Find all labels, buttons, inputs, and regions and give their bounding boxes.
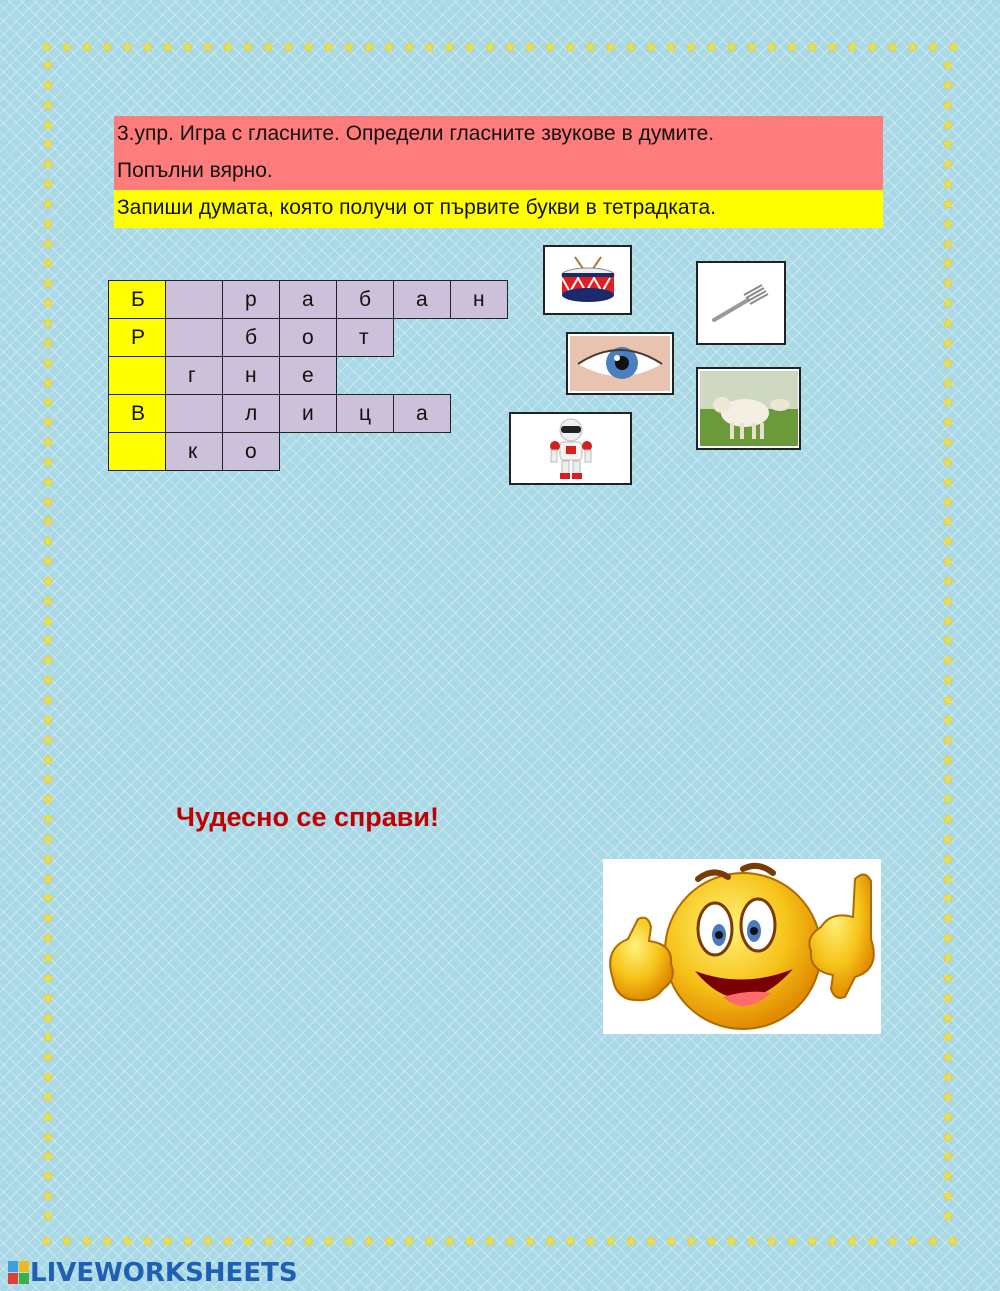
crossword-cell: е [280, 357, 337, 395]
crossword-cell: а [394, 395, 451, 433]
eye-icon [570, 336, 670, 391]
crossword-cell: и [280, 395, 337, 433]
star-border-top: ★ ★ ★ ★ ★ ★ ★ ★ ★ ★ ★ ★ ★ ★ ★ ★ ★ ★ ★ ★ ★ ★ ★ ★ ★ ★ ★ ★ ★ ★ ★ ★ ★ ★ ★ ★ ★ ★ ★ ★ ★ ★ ★ ★ ★ ★ [40, 39, 960, 56]
smiley-picture [603, 859, 881, 1034]
instruction-line-1: 3.упр. Игра с гласните. Определи гласните звукове в думите. [114, 116, 883, 154]
robot-icon [541, 416, 601, 481]
crossword-cell-blank[interactable] [166, 395, 223, 433]
crossword-row [109, 319, 508, 357]
fork-picture [696, 261, 786, 345]
crossword-cell-given: Р [109, 319, 166, 357]
crossword-row [109, 357, 508, 395]
crossword-cell: б [337, 281, 394, 319]
fork-icon [706, 278, 776, 328]
liveworksheets-brand: LIVEWORKSHEETS [30, 1258, 298, 1288]
liveworksheets-logo[interactable] [8, 1258, 298, 1288]
crossword-cell-blank[interactable] [166, 281, 223, 319]
thumbs-up-smiley-icon [603, 859, 881, 1034]
crossword-cell: б [223, 319, 280, 357]
crossword-cell: а [394, 281, 451, 319]
lamb-icon [700, 371, 798, 446]
crossword-cell: л [223, 395, 280, 433]
robot-picture [509, 412, 632, 485]
eye-picture [566, 332, 674, 395]
crossword-row [109, 433, 508, 471]
star-border-left: ★ ★ ★ ★ ★ ★ ★ ★ ★ ★ ★ ★ ★ ★ ★ ★ ★ ★ ★ ★ ★ ★ ★ ★ ★ ★ ★ ★ ★ ★ ★ ★ ★ ★ ★ ★ ★ ★ ★ ★ ★ ★ ★ ★ ★ ★ ★ ★ ★ ★ ★ ★ ★ ★ ★ ★ ★ ★ ★ [41, 57, 55, 1225]
crossword-cell: г [166, 357, 223, 395]
crossword-grid [108, 280, 508, 471]
crossword-cell-blank[interactable] [166, 319, 223, 357]
drum-icon [553, 253, 623, 308]
instruction-line-2: Попълни вярно. [114, 153, 883, 191]
crossword-cell: а [280, 281, 337, 319]
crossword-cell: о [280, 319, 337, 357]
crossword-row [109, 281, 508, 319]
crossword-cell: т [337, 319, 394, 357]
liveworksheets-logo-icon [8, 1261, 30, 1285]
crossword-cell: к [166, 433, 223, 471]
crossword-cell: н [451, 281, 508, 319]
drum-picture [543, 245, 632, 315]
crossword-cell: р [223, 281, 280, 319]
crossword-row [109, 395, 508, 433]
crossword-cell-given: В [109, 395, 166, 433]
praise-text: Чудесно се справи! [176, 802, 439, 832]
crossword-cell-given: Б [109, 281, 166, 319]
lamb-picture [696, 367, 801, 450]
crossword-cell: ц [337, 395, 394, 433]
instruction-line-3: Запиши думата, която получи от първите букви в тетрадката. [114, 190, 883, 228]
crossword-cell: н [223, 357, 280, 395]
star-border-right: ★ ★ ★ ★ ★ ★ ★ ★ ★ ★ ★ ★ ★ ★ ★ ★ ★ ★ ★ ★ ★ ★ ★ ★ ★ ★ ★ ★ ★ ★ ★ ★ ★ ★ ★ ★ ★ ★ ★ ★ ★ ★ ★ ★ ★ ★ ★ ★ ★ ★ ★ ★ ★ ★ ★ ★ ★ ★ ★ [941, 57, 955, 1225]
star-border-bottom: ★ ★ ★ ★ ★ ★ ★ ★ ★ ★ ★ ★ ★ ★ ★ ★ ★ ★ ★ ★ ★ ★ ★ ★ ★ ★ ★ ★ ★ ★ ★ ★ ★ ★ ★ ★ ★ ★ ★ ★ ★ ★ ★ ★ ★ ★ [40, 1233, 960, 1250]
crossword-cell: о [223, 433, 280, 471]
crossword-cell-blank[interactable] [109, 433, 166, 471]
crossword-cell-blank[interactable] [109, 357, 166, 395]
